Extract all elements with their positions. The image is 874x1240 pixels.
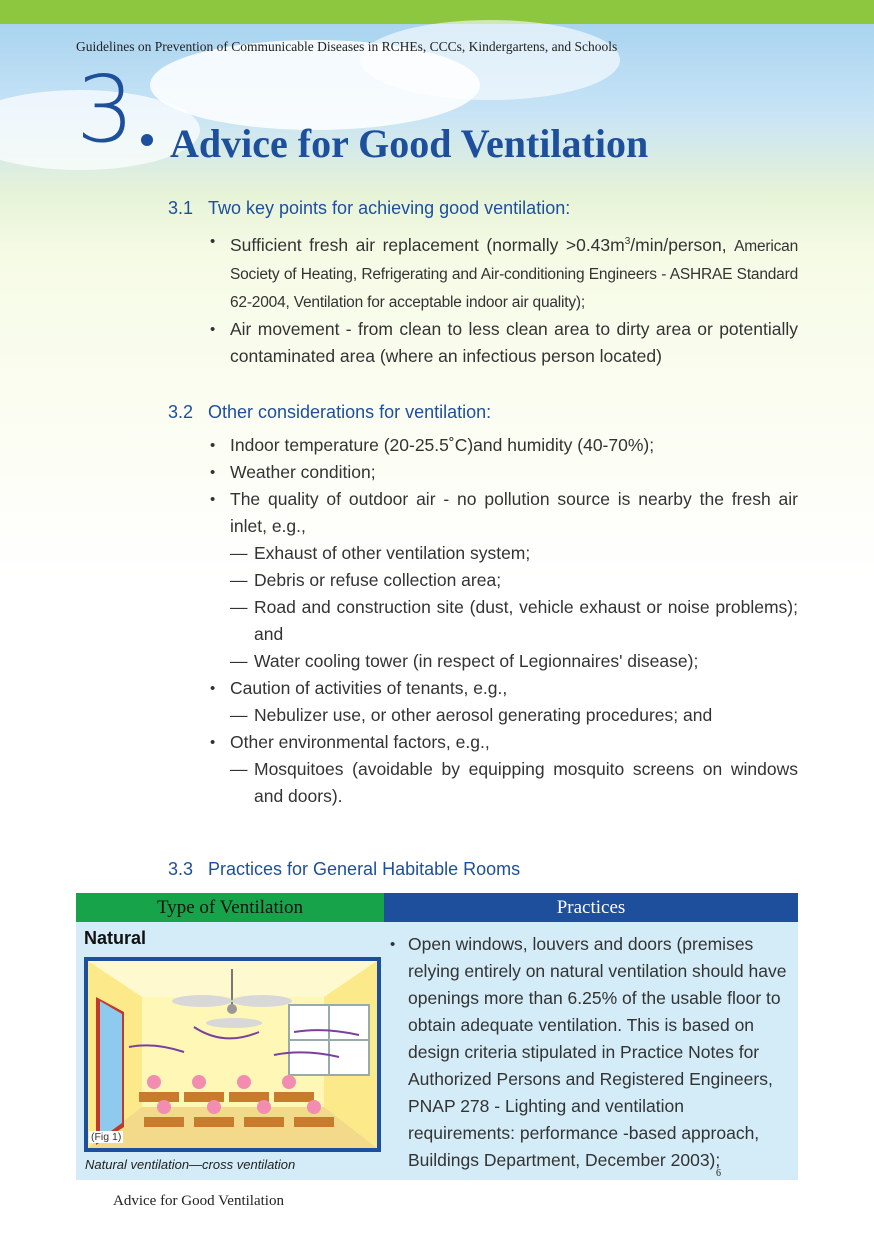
section-title: Practices for General Habitable Rooms xyxy=(208,859,521,879)
section-number: 3.2 xyxy=(168,402,194,422)
sub-list-item: — Exhaust of other ventilation system; xyxy=(230,540,798,567)
top-color-bar xyxy=(0,0,874,24)
chapter-dot xyxy=(141,134,153,146)
section-title: Other considerations for ventilation: xyxy=(208,402,492,422)
bullet-list-3-1 xyxy=(208,228,798,370)
list-item-text: American Society of Heating, Refrigerating and Air-conditioning Engineers - ASHRAE Standard 62-2004, Ventilation for acceptable indoor air quality); xyxy=(230,237,798,311)
list-item xyxy=(208,316,798,370)
list-item: • Open windows, louvers and doors (premises relying entirely on natural ventilation should have openings more than 6.25% of the usable floor to obtain adequate ventilation. This is based on design criteria stipulated in Practice Notes for Authorized Persons and Registered Engineers, PNAP 278 - Lighting and ventilation requirements: performance -based approach, Buildings Department, December 2003); xyxy=(388,931,790,1174)
sub-list-item: — Mosquitoes (avoidable by equipping mosquito screens on windows and doors). xyxy=(230,756,798,810)
list-item xyxy=(208,228,798,316)
figure-tag: (Fig 1) xyxy=(91,1131,122,1143)
section-heading-3-1 xyxy=(168,198,570,219)
figure-caption: Natural ventilation—cross ventilation xyxy=(85,1157,296,1172)
chapter-title: Advice for Good Ventilation xyxy=(170,121,649,166)
list-item: • The quality of outdoor air - no pollution source is nearby the fresh air inlet, e.g., xyxy=(208,486,798,540)
sub-list-item: — Nebulizer use, or other aerosol generating procedures; and xyxy=(230,702,798,729)
list-item: • Caution of activities of tenants, e.g., xyxy=(208,675,798,702)
list-item: • Other environmental factors, e.g., xyxy=(208,729,798,756)
list-item-text: Air movement - from clean to less clean area to dirty area or potentially contaminated area (where an infectious person located) xyxy=(230,318,798,366)
running-footer: Advice for Good Ventilation xyxy=(113,1193,284,1209)
running-header: Guidelines on Prevention of Communicable Diseases in RCHEs, CCCs, Kindergartens, and Schools xyxy=(76,39,618,54)
ventilation-type-label: Natural xyxy=(84,928,147,948)
table-header-practices: Practices xyxy=(384,893,798,922)
table-header-type: Type of Ventilation xyxy=(76,893,384,922)
section-heading-3-3 xyxy=(168,859,520,880)
list-item: • Indoor temperature (20-25.5˚C)and humidity (40-70%); xyxy=(208,432,798,459)
practice-list xyxy=(388,931,790,1174)
sub-list-item: — Debris or refuse collection area; xyxy=(230,567,798,594)
section-heading-3-2 xyxy=(168,402,491,423)
list-item-text: Sufficient fresh air replacement (normally >0.43m xyxy=(230,234,625,255)
superscript: 3 xyxy=(624,236,631,247)
sub-list-item: — Water cooling tower (in respect of Legionnaires' disease); xyxy=(230,648,798,675)
list-item-text: /min/person, xyxy=(630,234,727,255)
section-number: 3.1 xyxy=(168,198,194,218)
chapter-number: 3 xyxy=(76,56,135,163)
list-item: • Weather condition; xyxy=(208,459,798,486)
sub-list-item: — Road and construction site (dust, vehicle exhaust or noise problems); and xyxy=(230,594,798,648)
bullet-list-3-2 xyxy=(208,432,798,810)
cloud-decoration xyxy=(360,20,620,100)
section-title: Two key points for achieving good ventilation: xyxy=(208,198,571,218)
page-number: 6 xyxy=(716,1168,721,1179)
section-number: 3.3 xyxy=(168,859,194,879)
classroom-illustration xyxy=(84,957,381,1152)
